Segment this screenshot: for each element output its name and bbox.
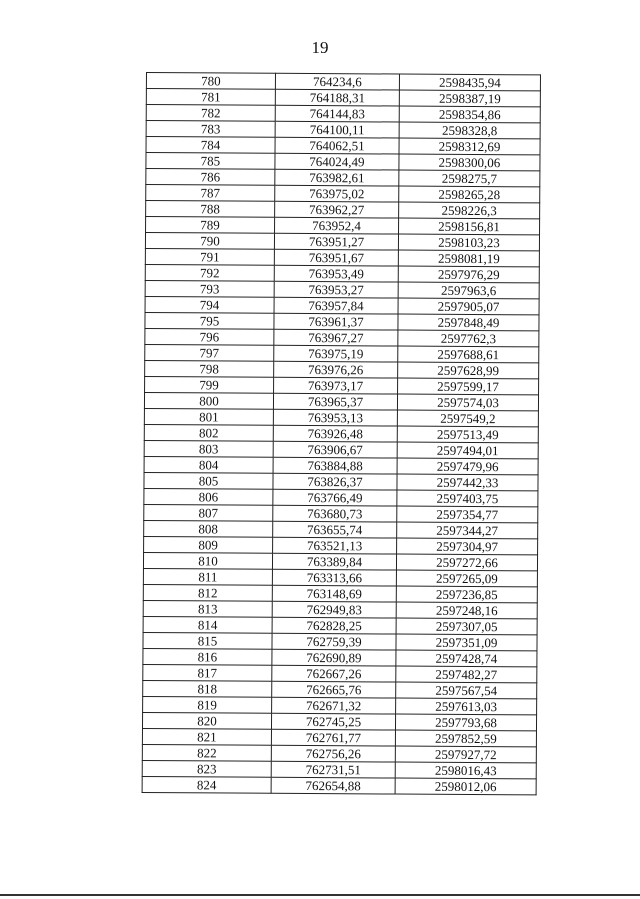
table-row: [145, 280, 539, 298]
x-coordinate-cell: 762665,76: [272, 681, 396, 698]
y-coordinate-cell: 2597236,85: [396, 586, 537, 603]
point-number-cell: 816: [143, 648, 272, 665]
point-number-cell: 801: [144, 408, 273, 425]
x-coordinate-cell: 762731,51: [271, 761, 395, 778]
table-row: [146, 185, 540, 203]
point-number-cell: 798: [145, 360, 274, 377]
y-coordinate-cell: 2598156,81: [399, 218, 540, 235]
point-number-cell: 788: [146, 201, 275, 218]
x-coordinate-cell: 763962,27: [275, 201, 399, 218]
y-coordinate-cell: 2597354,77: [397, 506, 538, 523]
point-number-cell: 820: [142, 712, 271, 729]
point-number-cell: 818: [143, 680, 272, 697]
y-coordinate-cell: 2598354,86: [399, 106, 540, 123]
y-coordinate-cell: 2597599,17: [398, 378, 539, 395]
x-coordinate-cell: 763826,37: [273, 473, 397, 490]
point-number-cell: 805: [144, 472, 273, 489]
y-coordinate-cell: 2597613,03: [396, 698, 537, 715]
x-coordinate-cell: 762949,83: [272, 601, 396, 618]
table-row: [143, 664, 537, 682]
x-coordinate-cell: 763982,61: [275, 169, 399, 186]
table-row: [144, 408, 538, 426]
table-row: [146, 105, 540, 123]
table-row: [145, 344, 539, 362]
point-number-cell: 799: [145, 376, 274, 393]
point-number-cell: 791: [145, 248, 274, 265]
x-coordinate-cell: 762761,77: [271, 729, 395, 746]
point-number-cell: 781: [146, 89, 275, 106]
table-row: [142, 728, 536, 746]
y-coordinate-cell: 2598103,23: [398, 234, 539, 251]
x-coordinate-cell: 763766,49: [273, 489, 397, 506]
table-row: [144, 520, 538, 538]
page-number: 19: [311, 38, 329, 57]
table-row: [144, 536, 538, 554]
point-number-cell: 817: [143, 664, 272, 681]
y-coordinate-cell: 2597428,74: [396, 650, 537, 667]
point-number-cell: 793: [145, 280, 274, 297]
table-row: [144, 440, 538, 458]
point-number-cell: 784: [146, 137, 275, 154]
table-row: [145, 248, 539, 266]
table-row: [143, 648, 537, 666]
y-coordinate-cell: 2597688,61: [398, 346, 539, 363]
point-number-cell: 795: [145, 312, 274, 329]
y-coordinate-cell: 2597628,99: [398, 362, 539, 379]
x-coordinate-cell: 762671,32: [272, 697, 396, 714]
table-row: [145, 296, 539, 314]
point-number-cell: 800: [144, 392, 273, 409]
y-coordinate-cell: 2597574,03: [397, 394, 538, 411]
point-number-cell: 808: [144, 520, 273, 537]
point-number-cell: 806: [144, 488, 273, 505]
table-row: [145, 264, 539, 282]
y-coordinate-cell: 2597494,01: [397, 442, 538, 459]
point-number-cell: 804: [144, 456, 273, 473]
x-coordinate-cell: 763957,84: [274, 297, 398, 314]
y-coordinate-cell: 2598081,19: [398, 250, 539, 267]
x-coordinate-cell: 763973,17: [274, 377, 398, 394]
point-number-cell: 822: [142, 744, 271, 761]
point-number-cell: 797: [145, 344, 274, 361]
x-coordinate-cell: 762667,26: [272, 665, 396, 682]
table-row: [142, 776, 536, 794]
y-coordinate-cell: 2597513,49: [397, 426, 538, 443]
table-row: [143, 696, 537, 714]
y-coordinate-cell: 2598300,06: [399, 154, 540, 171]
table-row: [142, 712, 536, 730]
x-coordinate-cell: 763951,27: [274, 233, 398, 250]
y-coordinate-cell: 2597976,29: [398, 266, 539, 283]
x-coordinate-cell: 763975,19: [274, 345, 398, 362]
point-number-cell: 803: [144, 440, 273, 457]
y-coordinate-cell: 2598312,69: [399, 138, 540, 155]
y-coordinate-cell: 2597265,09: [396, 570, 537, 587]
x-coordinate-cell: 763953,49: [274, 265, 398, 282]
x-coordinate-cell: 763521,13: [273, 537, 397, 554]
y-coordinate-cell: 2597793,68: [395, 714, 536, 731]
x-coordinate-cell: 763953,27: [274, 281, 398, 298]
y-coordinate-cell: 2597549,2: [397, 410, 538, 427]
point-number-cell: 787: [146, 185, 275, 202]
y-coordinate-cell: 2598328,8: [399, 122, 540, 139]
point-number-cell: 789: [146, 217, 275, 234]
table-row: [143, 600, 537, 618]
y-coordinate-cell: 2598226,3: [399, 202, 540, 219]
y-coordinate-cell: 2597307,05: [396, 618, 537, 635]
point-number-cell: 780: [146, 73, 275, 90]
table-row: [143, 616, 537, 634]
y-coordinate-cell: 2598016,43: [395, 762, 536, 779]
x-coordinate-cell: 763976,26: [274, 361, 398, 378]
x-coordinate-cell: 763952,4: [275, 217, 399, 234]
x-coordinate-cell: 763680,73: [273, 505, 397, 522]
x-coordinate-cell: 762745,25: [271, 713, 395, 730]
table-row: [146, 153, 540, 171]
table-row: [146, 169, 540, 187]
table-row: [144, 456, 538, 474]
table-row: [145, 360, 539, 378]
table-row: [146, 73, 540, 91]
table-row: [145, 312, 539, 330]
x-coordinate-cell: 762759,39: [272, 633, 396, 650]
x-coordinate-cell: 762654,88: [271, 777, 395, 794]
x-coordinate-cell: 763965,37: [273, 393, 397, 410]
y-coordinate-cell: 2597852,59: [395, 730, 536, 747]
point-number-cell: 807: [144, 504, 273, 521]
y-coordinate-cell: 2598012,06: [395, 778, 536, 795]
table-row: [146, 89, 540, 107]
table-row: [142, 744, 536, 762]
y-coordinate-cell: 2598275,7: [399, 170, 540, 187]
x-coordinate-cell: 764144,83: [275, 105, 399, 122]
x-coordinate-cell: 764024,49: [275, 153, 399, 170]
table-row: [145, 328, 539, 346]
point-number-cell: 783: [146, 121, 275, 138]
x-coordinate-cell: 762828,25: [272, 617, 396, 634]
y-coordinate-cell: 2598265,28: [399, 186, 540, 203]
y-coordinate-cell: 2597927,72: [395, 746, 536, 763]
point-number-cell: 785: [146, 153, 275, 170]
y-coordinate-cell: 2597344,27: [397, 522, 538, 539]
point-number-cell: 814: [143, 616, 272, 633]
y-coordinate-cell: 2597762,3: [398, 330, 539, 347]
table-row: [144, 472, 538, 490]
y-coordinate-cell: 2597479,96: [397, 458, 538, 475]
x-coordinate-cell: 764062,51: [275, 137, 399, 154]
table-row: [143, 680, 537, 698]
point-number-cell: 792: [145, 264, 274, 281]
point-number-cell: 802: [144, 424, 273, 441]
point-number-cell: 815: [143, 632, 272, 649]
point-number-cell: 782: [146, 105, 275, 122]
table-row: [145, 233, 539, 251]
table-row: [144, 392, 538, 410]
x-coordinate-cell: 764234,6: [275, 73, 399, 90]
x-coordinate-cell: 763148,69: [272, 585, 396, 602]
point-number-cell: 819: [143, 696, 272, 713]
y-coordinate-cell: 2597351,09: [396, 634, 537, 651]
point-number-cell: 813: [143, 600, 272, 617]
point-number-cell: 811: [143, 568, 272, 585]
x-coordinate-cell: 763975,02: [275, 185, 399, 202]
y-coordinate-cell: 2597567,54: [396, 682, 537, 699]
y-coordinate-cell: 2597482,27: [396, 666, 537, 683]
point-number-cell: 824: [142, 776, 271, 793]
y-coordinate-cell: 2597304,97: [397, 538, 538, 555]
x-coordinate-cell: 763951,67: [274, 249, 398, 266]
page-bottom-edge: [0, 894, 640, 896]
x-coordinate-cell: 763906,67: [273, 441, 397, 458]
point-number-cell: 786: [146, 169, 275, 186]
table-row: [146, 217, 540, 235]
y-coordinate-cell: 2597848,49: [398, 314, 539, 331]
coordinates-table: [142, 72, 541, 795]
table-row: [146, 137, 540, 155]
y-coordinate-cell: 2597905,07: [398, 298, 539, 315]
y-coordinate-cell: 2597248,16: [396, 602, 537, 619]
y-coordinate-cell: 2597403,75: [397, 490, 538, 507]
table-row: [144, 488, 538, 506]
y-coordinate-cell: 2597442,33: [397, 474, 538, 491]
point-number-cell: 794: [145, 296, 274, 313]
point-number-cell: 821: [142, 728, 271, 745]
table-row: [146, 201, 540, 219]
point-number-cell: 809: [144, 536, 273, 553]
point-number-cell: 812: [143, 584, 272, 601]
table-row: [144, 504, 538, 522]
table-row: [143, 568, 537, 586]
y-coordinate-cell: 2598387,19: [399, 90, 540, 107]
x-coordinate-cell: 764188,31: [275, 89, 399, 106]
x-coordinate-cell: 762756,26: [271, 745, 395, 762]
table-row: [143, 552, 537, 570]
table-row: [143, 584, 537, 602]
x-coordinate-cell: 763926,48: [273, 425, 397, 442]
x-coordinate-cell: 762690,89: [272, 649, 396, 666]
coordinates-table-body: [142, 73, 540, 795]
x-coordinate-cell: 763655,74: [273, 521, 397, 538]
table-row: [146, 121, 540, 139]
y-coordinate-cell: 2597963,6: [398, 282, 539, 299]
x-coordinate-cell: 763961,37: [274, 313, 398, 330]
point-number-cell: 823: [142, 760, 271, 777]
x-coordinate-cell: 763313,66: [272, 569, 396, 586]
table-row: [142, 760, 536, 778]
point-number-cell: 810: [143, 552, 272, 569]
table-row: [145, 376, 539, 394]
x-coordinate-cell: 763967,27: [274, 329, 398, 346]
x-coordinate-cell: 763884,88: [273, 457, 397, 474]
point-number-cell: 790: [145, 233, 274, 250]
x-coordinate-cell: 764100,11: [275, 121, 399, 138]
y-coordinate-cell: 2597272,66: [396, 554, 537, 571]
table-row: [143, 632, 537, 650]
table-row: [144, 424, 538, 442]
point-number-cell: 796: [145, 328, 274, 345]
x-coordinate-cell: 763953,13: [273, 409, 397, 426]
y-coordinate-cell: 2598435,94: [399, 74, 540, 91]
x-coordinate-cell: 763389,84: [272, 553, 396, 570]
